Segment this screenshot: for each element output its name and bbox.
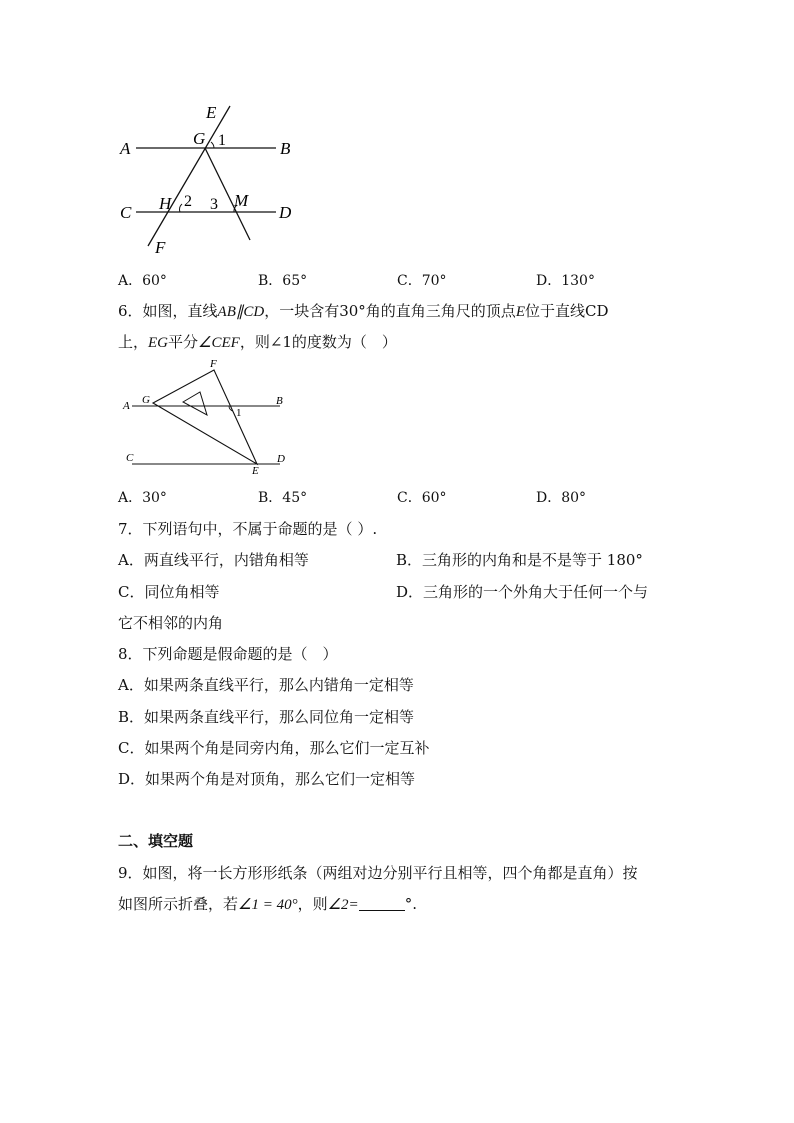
q9-angle-2: ∠2= bbox=[327, 897, 359, 913]
q6-text: 位于直线CD bbox=[524, 302, 609, 320]
label-angle-1: 1 bbox=[218, 132, 226, 149]
q6-ab-cd: AB∥CD bbox=[217, 304, 265, 320]
figure-1-svg bbox=[110, 98, 310, 260]
label-g: G bbox=[193, 129, 206, 148]
q8-option-a[interactable]: A．如果两条直线平行，那么内错角一定相等 bbox=[118, 676, 414, 694]
label-angle-1: 1 bbox=[236, 407, 242, 419]
label-d: D bbox=[277, 453, 285, 465]
label-m: M bbox=[234, 191, 249, 210]
label-a: A bbox=[120, 139, 131, 158]
label-angle-2: 2 bbox=[184, 193, 192, 210]
figure-parallel-lines-transversals bbox=[110, 98, 310, 260]
triangle-ruler-inner bbox=[183, 392, 207, 415]
q6-option-c[interactable]: C．60° bbox=[397, 490, 447, 506]
q9-angle-1-condition: ∠1 = 40° bbox=[238, 897, 298, 913]
label-f: F bbox=[155, 238, 166, 257]
q6-option-b[interactable]: B．45° bbox=[258, 490, 308, 506]
q7-option-d-continuation: 它不相邻的内角 bbox=[118, 614, 224, 632]
label-b: B bbox=[276, 395, 283, 407]
q6-point-e: E bbox=[515, 304, 525, 320]
q7-option-c[interactable]: C．同位角相等 bbox=[118, 583, 220, 601]
q9-answer-blank[interactable] bbox=[359, 896, 405, 911]
q6-text: ，则∠1的度数为（ ） bbox=[239, 333, 397, 351]
section-heading-fill-in: 二、填空题 bbox=[118, 832, 194, 850]
q9-stem-line1: 9．如图，将一长方形形纸条（两组对边分别平行且相等，四个角都是直角）按 bbox=[118, 864, 638, 882]
q9-text: 如图所示折叠，若 bbox=[118, 895, 239, 913]
label-f: F bbox=[210, 358, 217, 370]
line-ef bbox=[148, 106, 230, 246]
label-c: C bbox=[126, 452, 134, 464]
q6-text: 上， bbox=[118, 333, 149, 351]
q6-stem-line2 bbox=[118, 331, 397, 352]
q7-option-d[interactable]: D．三角形的一个外角大于任何一个与 bbox=[396, 583, 649, 601]
q9-stem-line2 bbox=[118, 893, 417, 914]
q9-text: ，则 bbox=[297, 895, 328, 913]
q6-eg: EG bbox=[148, 335, 169, 351]
label-b: B bbox=[280, 139, 291, 158]
q6-option-a[interactable]: A．30° bbox=[118, 490, 167, 506]
q8-option-c[interactable]: C．如果两个角是同旁内角，那么它们一定互补 bbox=[118, 739, 430, 757]
q7-option-b[interactable]: B．三角形的内角和是不是等于 180° bbox=[396, 551, 643, 569]
q8-option-d[interactable]: D．如果两个角是对顶角，那么它们一定相等 bbox=[118, 770, 416, 788]
label-e: E bbox=[252, 465, 259, 476]
angle-arc-1 bbox=[211, 142, 214, 148]
q5-option-b[interactable]: B．65° bbox=[258, 273, 308, 289]
q6-option-d[interactable]: D．80° bbox=[536, 490, 587, 506]
q8-option-b[interactable]: B．如果两条直线平行，那么同位角一定相等 bbox=[118, 708, 415, 726]
q7-stem: 7．下列语句中，不属于命题的是（ ）. bbox=[118, 520, 378, 538]
angle-arc-2 bbox=[179, 204, 182, 212]
figure-2-svg bbox=[112, 358, 297, 476]
label-c: C bbox=[120, 203, 132, 222]
q5-option-c[interactable]: C．70° bbox=[397, 273, 447, 289]
q6-angle-cef: ∠CEF bbox=[198, 335, 240, 351]
label-d: D bbox=[279, 203, 292, 222]
q6-stem-line1 bbox=[118, 300, 609, 321]
q6-text: ，一块含有30°角的直角三角尺的顶点 bbox=[264, 302, 516, 320]
q5-option-a[interactable]: A．60° bbox=[118, 273, 167, 289]
label-h: H bbox=[159, 194, 172, 213]
figure-triangle-ruler bbox=[112, 358, 297, 476]
q5-option-d[interactable]: D．130° bbox=[536, 273, 595, 289]
label-angle-3: 3 bbox=[210, 196, 218, 213]
label-a: A bbox=[123, 400, 130, 412]
label-g: G bbox=[142, 394, 150, 406]
q9-text: °. bbox=[404, 895, 417, 913]
q6-text: 平分 bbox=[168, 333, 199, 351]
q6-text: 6．如图，直线 bbox=[118, 302, 218, 320]
q8-stem: 8．下列命题是假命题的是（ ） bbox=[118, 645, 338, 663]
q7-option-a[interactable]: A．两直线平行，内错角相等 bbox=[118, 551, 309, 569]
label-e: E bbox=[206, 103, 217, 122]
